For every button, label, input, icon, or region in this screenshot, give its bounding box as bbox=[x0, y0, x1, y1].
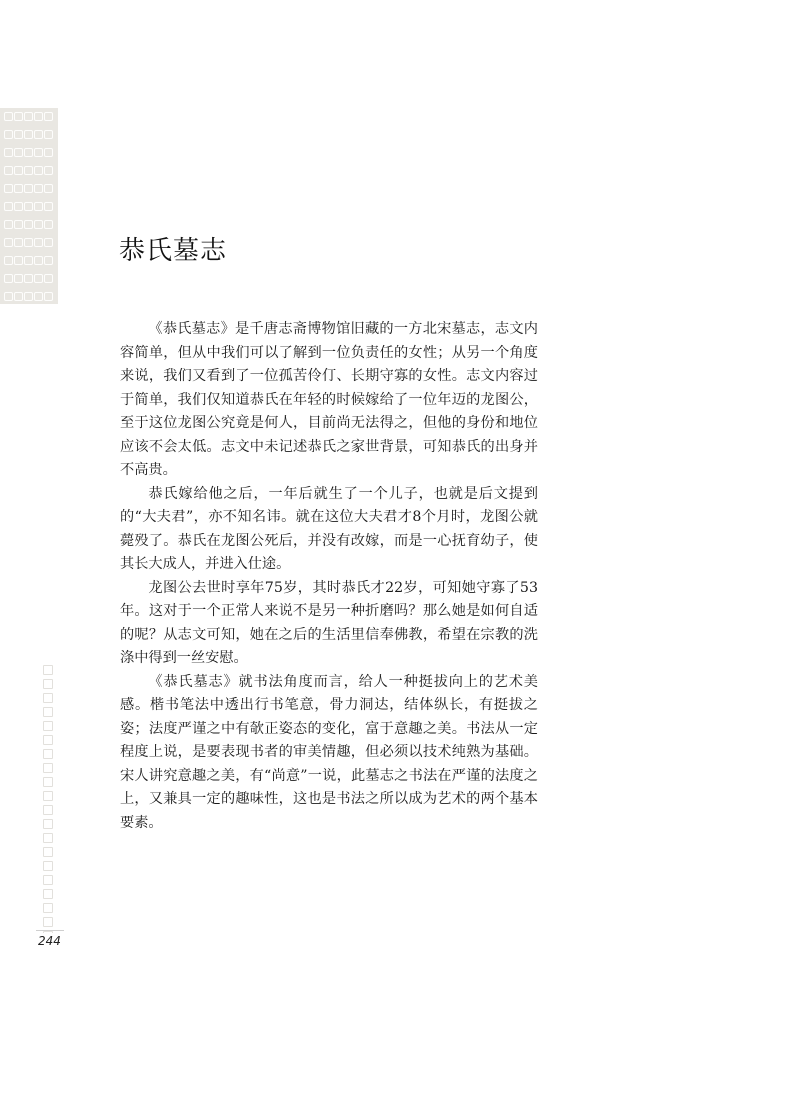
paragraph: 《恭氏墓志》就书法角度而言，给人一种挺拔向上的艺术美感。楷书笔法中透出行书笔意，骨力洞达，结体纵长，有挺拔之姿；法度严谨之中有欹正姿态的变化，富于意趣之美。书法从一定程度上说，是要表现书者的审美情趣，但必须以技术纯熟为基础。宋人讲究意趣之美，有“尚意”一说，此墓志之书法在严谨的法度之上，又兼具一定的趣味性，这也是书法之所以成为艺术的两个基本要素。 bbox=[120, 673, 538, 831]
page-title: 恭氏墓志 bbox=[119, 236, 228, 266]
paragraph: 《恭氏墓志》是千唐志斋博物馆旧藏的一方北宋墓志，志文内容简单，但从中我们可以了解到一位负责任的女性；从另一个角度来说，我们又看到了一位孤苦伶仃、长期守寡的女性。志文内容过于简单，我们仅知道恭氏在年轻的时候嫁给了一位年迈的龙图公，至于这位龙图公究竟是何人，目前尚无法得之，但他的身份和地位应该不会太低。志文中未记述恭氏之家世背景，可知恭氏的出身并不高贵。 bbox=[120, 321, 538, 478]
page-number: 244 bbox=[38, 934, 61, 948]
article-body bbox=[120, 318, 538, 835]
margin-rule bbox=[36, 930, 64, 931]
paragraph: 恭氏嫁给他之后，一年后就生了一个儿子，也就是后文提到的“大夫君”，亦不知名讳。就在这位大夫君才8个月时，龙图公就薨殁了。恭氏在龙图公死后，并没有改嫁，而是一心抚育幼子，使其长大成人，并进入仕途。 bbox=[120, 485, 538, 572]
calligraphy-decoration bbox=[0, 108, 58, 304]
margin-caption-decoration bbox=[42, 665, 54, 933]
paragraph: 龙图公去世时享年75岁，其时恭氏才22岁，可知她守寡了53年。这对于一个正常人来说不是另一种折磨吗？那么她是如何自适的呢？从志文可知，她在之后的生活里信奉佛教，希望在宗教的洗涤中得到一丝安慰。 bbox=[120, 579, 538, 666]
